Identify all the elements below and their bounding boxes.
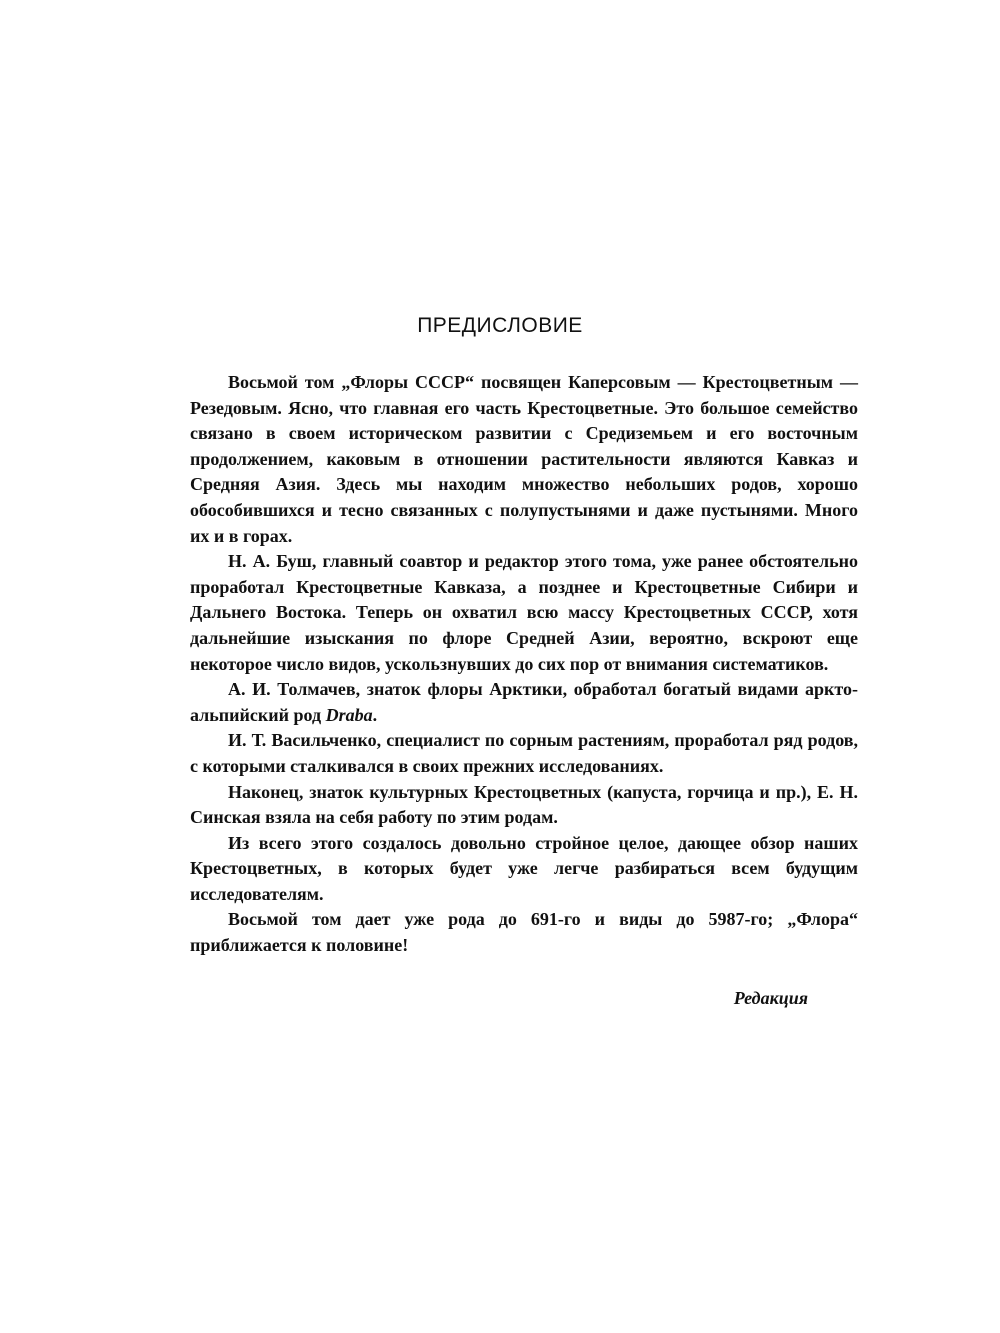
page-title: ПРЕДИСЛОВИЕ xyxy=(417,314,583,337)
paragraph-sinskaya: Наконец, знаток культурных Крестоцветных (капуста, горчица и пр.), Е. Н. Синская взяла на себя работу по этим родам. xyxy=(190,781,858,828)
genus-name-draba: Draba xyxy=(325,704,373,725)
paragraph-tolmachev xyxy=(190,677,858,728)
paragraph-vasilchenko: И. Т. Васильченко, специалист по сорным растениям, проработал ряд родов, с которыми сталкивался в своих прежних исследованиях. xyxy=(190,730,858,776)
paragraph-tolmachev-text: А. И. Толмачев, знаток флоры Арктики, обработал богатый видами аркто-альпийский род xyxy=(190,679,858,725)
paragraph-conclusion: Восьмой том дает уже рода до 691-го и виды до 5987-го; „Флора“ приближается к половине! xyxy=(190,909,858,956)
paragraph-bush: Н. А. Буш, главный соавтор и редактор этого тома, уже ранее обстоятельно проработал Крестоцветные Кавказа, а позднее и Крестоцветные Сибири и Дальнего Востока. Теперь он охватил всю массу Крестоцветных СССР, хотя дальнейшие изыскания по флоре Средней Азии, вероятно, вскроют еще некоторое число видов, ускользнувших до сих пор от внимания систематиков. xyxy=(190,551,858,674)
preface-body xyxy=(190,370,858,959)
paragraph-tolmachev-end: . xyxy=(372,704,378,725)
paragraph-intro: Восьмой том „Флоры СССР“ посвящен Каперсовым — Крестоцветным — Резедовым. Ясно, что главная его часть Крестоцветные. Это большое семейство связано в своем историческом развитии с Средиземьем и его восточным продолжением, каковым в отношении растительности являются Кавказ и Средняя Азия. Здесь мы находим множество небольших родов, хорошо обособившихся и тесно связанных с полупустынями и даже пустынями. Много их и в горах. xyxy=(190,372,858,546)
paragraph-summary: Из всего этого создалось довольно стройное целое, дающее обзор наших Крестоцветных, в которых будет уже легче разбираться всем будущим исследователям. xyxy=(190,832,858,904)
signature: Редакция xyxy=(733,988,808,1008)
